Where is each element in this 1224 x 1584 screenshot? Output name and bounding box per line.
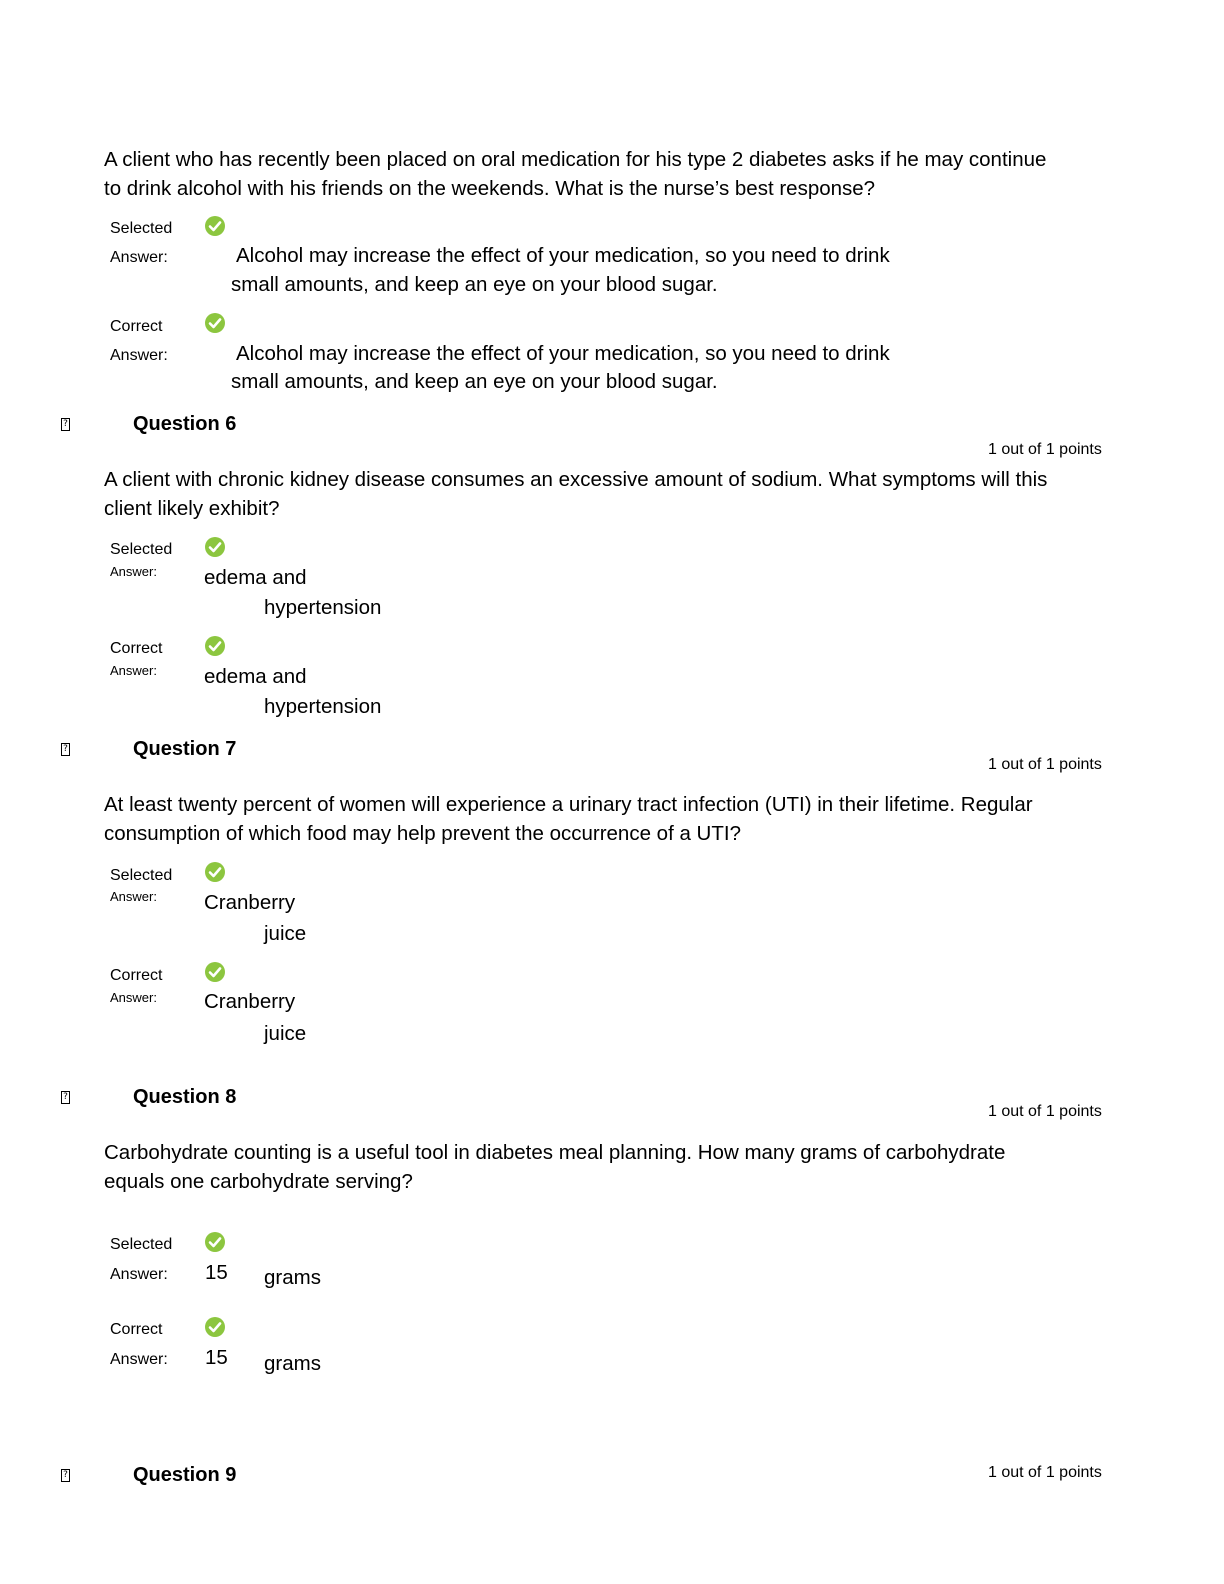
correct-answer-value: 15 [205,1346,228,1369]
correct-answer-label-2: Answer: [110,663,157,678]
question-9-title: Question 9 [133,1464,237,1486]
selected-answer-label: Selected [110,220,173,237]
correct-answer-line-2: small amounts, and keep an eye on your blood sugar. [231,370,718,393]
correct-answer-label-2: Answer: [110,347,168,364]
question-7-points: 1 out of 1 points [988,756,1102,773]
selected-answer-unit: grams [264,1266,321,1289]
check-circle-icon [205,216,225,236]
question-bullet-icon: ? [61,418,70,431]
selected-answer-line-2: juice [264,922,307,945]
selected-answer-label: Selected [110,867,173,884]
selected-answer-label-2: Answer: [110,1266,168,1283]
correct-answer-line-1: edema and [204,665,307,688]
selected-answer-line-2: small amounts, and keep an eye on your blood sugar. [231,273,718,296]
correct-answer-label: Correct [110,967,163,984]
question-bullet-icon: ? [61,743,70,756]
selected-answer-label: Selected [110,1236,173,1253]
check-circle-icon [205,1317,225,1337]
correct-answer-label-2: Answer: [110,1351,168,1368]
check-circle-icon [205,862,225,882]
question-8-points: 1 out of 1 points [988,1103,1102,1120]
selected-answer-line-1: Alcohol may increase the effect of your medication, so you need to drink [236,244,890,267]
question-bullet-icon: ? [61,1091,70,1104]
question-9-points: 1 out of 1 points [988,1464,1102,1481]
question-bullet-icon: ? [61,1469,70,1482]
selected-answer-label-2: Answer: [110,249,168,266]
correct-answer-label: Correct [110,640,163,657]
selected-answer-line-1: edema and [204,566,307,589]
correct-answer-line-2: juice [264,1022,307,1045]
correct-answer-label: Correct [110,1321,163,1338]
selected-answer-value: 15 [205,1261,228,1284]
check-circle-icon [205,1232,225,1252]
question-6-text: A client with chronic kidney disease consumes an excessive amount of sodium. What symptoms will this client likely exhibit? [104,468,1048,520]
correct-answer-label: Correct [110,318,163,335]
selected-answer-label: Selected [110,541,173,558]
question-6-points: 1 out of 1 points [988,441,1102,458]
check-circle-icon [205,962,225,982]
selected-answer-line-2: hypertension [264,596,382,619]
check-circle-icon [205,537,225,557]
question-8-text: Carbohydrate counting is a useful tool in diabetes meal planning. How many grams of carbohydrate equals one carbohydrate serving? [104,1141,1006,1193]
correct-answer-unit: grams [264,1352,321,1375]
question-7-text: At least twenty percent of women will experience a urinary tract infection (UTI) in their lifetime. Regular consumption of which food may help prevent the occurrence of a UTI? [104,793,1033,845]
selected-answer-label-2: Answer: [110,564,157,579]
question-8-title: Question 8 [133,1086,237,1108]
question-6-title: Question 6 [133,413,237,435]
question-5-text: A client who has recently been placed on oral medication for his type 2 diabetes asks if he may continue to drink alcohol with his friends on the weekends. What is the nurse’s best response? [104,148,1047,200]
check-circle-icon [205,313,225,333]
selected-answer-label-2: Answer: [110,889,157,904]
correct-answer-line-1: Cranberry [204,990,296,1013]
check-circle-icon [205,636,225,656]
question-7-title: Question 7 [133,738,237,760]
correct-answer-line-2: hypertension [264,695,382,718]
correct-answer-line-1: Alcohol may increase the effect of your medication, so you need to drink [236,342,890,365]
selected-answer-line-1: Cranberry [204,891,296,914]
correct-answer-label-2: Answer: [110,990,157,1005]
